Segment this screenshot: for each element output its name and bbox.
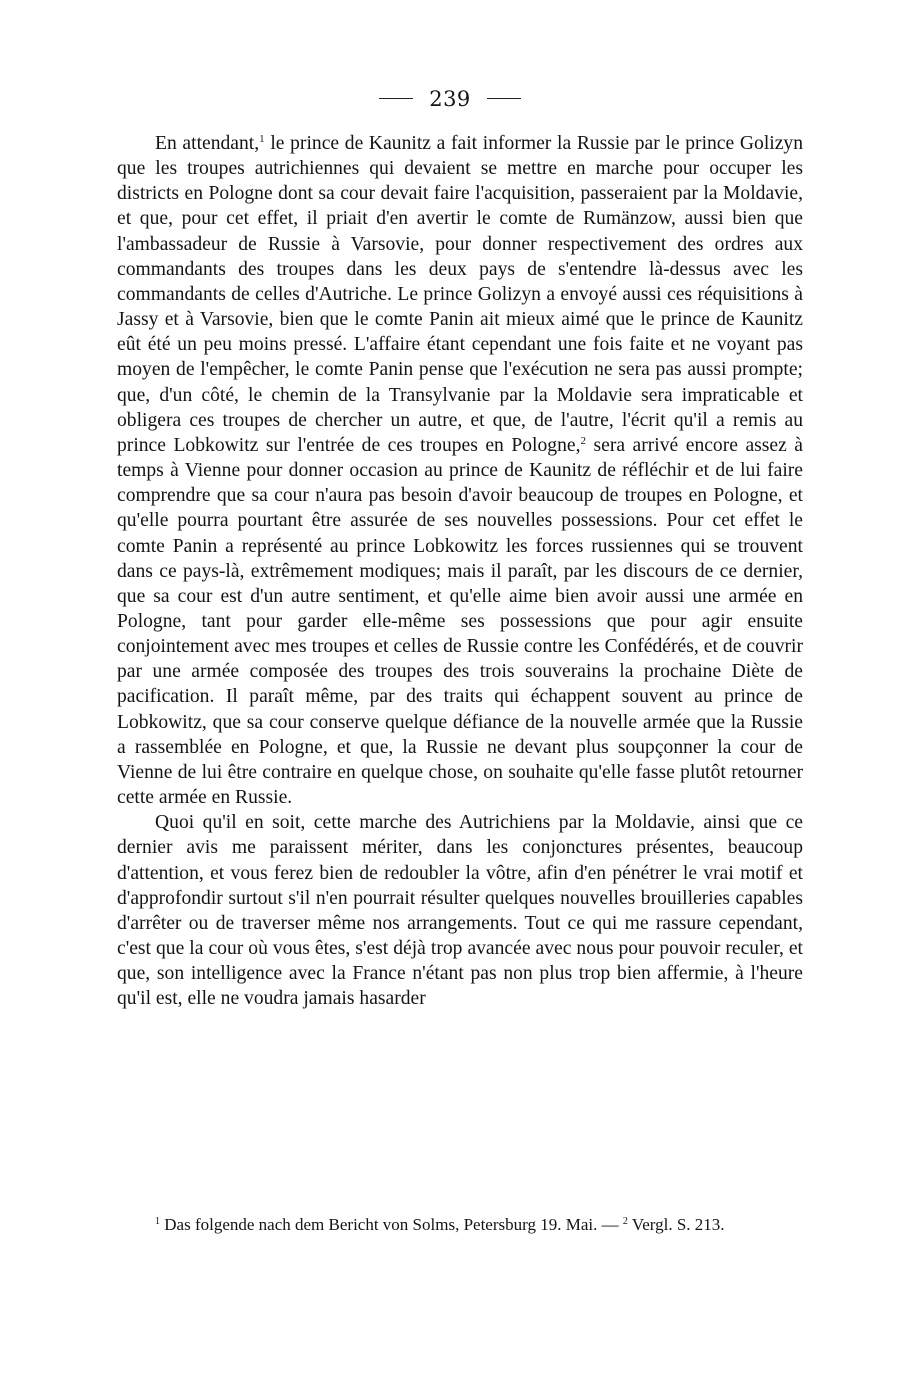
header-dash-right <box>487 98 521 99</box>
footnote-mark-2: 2 <box>622 1216 628 1227</box>
paragraph-1-part-3: sera arrivé encore assez à temps à Vienne pour donner occasion au prince de Kaunitz de réfléchir et de lui faire comprendre que sa cour n'aura pas besoin d'avoir beaucoup de troupes en Pologne, et qu'elle pourra pourtant être assurée de ses nouvelles possessions. Pour cet effet le comte Panin a représenté au prince Lobkowitz les forces russiennes qui se trouvent dans ce pays-là, extrêmement modiques; mais il paraît, par les discours de ce dernier, que sa cour est d'un autre sentiment, et qu'elle aime bien avoir aussi une armée en Pologne, tant pour garder elle-même ses possessions que pour agir ensuite conjointement avec mes troupes et celles de Russie contre les Confédérés, et de couvrir par une armée composée des troupes des trois souverains la prochaine Diète de pacification. Il paraît même, par des traits qui échappent souvent au prince de Lobkowitz, que sa cour conserve quelque défiance de la nouvelle armée que la Russie a rassemblée en Pologne, et que, la Russie ne devant plus soupçonner la cour de Vienne de lui être contraire en quelque chose, on souhaite qu'elle fasse plutôt retourner cette armée en Russie. <box>117 434 804 809</box>
paragraph-1 <box>117 131 803 810</box>
main-text <box>117 131 803 1011</box>
page-number: 239 <box>429 87 471 111</box>
footnote-reference-1: 1 <box>259 133 265 145</box>
footnote-2-text: Vergl. S. 213. <box>627 1215 725 1234</box>
paragraph-1-part-1: En attendant, <box>155 133 260 154</box>
footnotes <box>117 1213 803 1237</box>
footnote-1-text: Das folgende nach dem Bericht von Solms, Petersburg 19. Mai. — <box>160 1215 623 1234</box>
page-header <box>0 84 900 114</box>
footnote-reference-2: 2 <box>580 434 586 447</box>
footnote-mark-1: 1 <box>155 1216 160 1227</box>
paragraph-1-part-2: le prince de Kaunitz a fait informer la Russie par le prince Golizyn que les troupes autrichiennes qui devaient se mettre en marche pour occuper les districts en Pologne dont sa cour devait faire l'acquisition, passeraient par la Moldavie, et que, pour cet effet, il priait d'en avertir le comte de Rumänzow, aussi bien que l'ambassadeur de Russie à Varsovie, pour donner respectivement des ordres aux commandants des troupes dans les deux pays de s'entendre là-dessus avec les commandants de celles d'Autriche. Le prince Golizyn a envoyé aussi ces réquisitions à Jassy et à Varsovie, bien que le comte Panin ait mieux aimé que le prince de Kaunitz eût été un peu moins pressé. L'affaire étant cependant une fois faite et ne voyant pas moyen de l'empêcher, le comte Panin pense que l'exécution ne sera pas aussi prompte; que, d'un côté, le chemin de la Transylvanie par la Moldavie sera impraticable et obligera ces troupes de chercher un autre, et que, de l'autre, l'écrit qu'il a remis au prince Lobkowitz sur l'entrée de ces troupes en Pologne, <box>117 133 803 456</box>
paragraph-2: Quoi qu'il en soit, cette marche des Autrichiens par la Moldavie, ainsi que ce dernier avis me paraissent mériter, dans les conjonctures présentes, beaucoup d'attention, et vous ferez bien de redoubler la vôtre, afin d'en pénétrer le vrai motif et d'approfondir surtout s'il n'en pourrait résulter quelques nouvelles brouilleries capables d'arrêter ou de traverser même nos arrangements. Tout ce qui me rassure cependant, c'est que la cour où vous êtes, s'est déjà trop avancée avec nous pour pouvoir reculer, et que, son intelligence avec la France n'étant pas non plus trop bien affermie, à l'heure qu'il est, elle ne voudra jamais hasarder <box>117 812 803 1010</box>
header-dash-left <box>379 98 413 99</box>
